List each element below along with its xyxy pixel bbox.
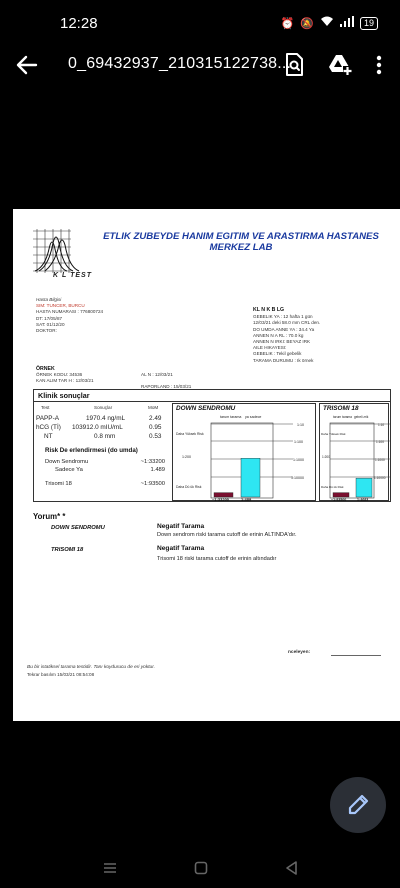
reviewer-label: nceleyen: bbox=[288, 650, 311, 655]
chart-axis-label: Daha Yüksek Risk bbox=[321, 432, 346, 436]
test-mom: 2.49 bbox=[149, 415, 162, 422]
patient-line: Hasta Bilgisi bbox=[36, 297, 62, 302]
chart-axis-label: 1:100 bbox=[376, 440, 384, 444]
clinical-results-box bbox=[33, 389, 391, 502]
home-square-icon bbox=[192, 860, 210, 876]
hospital-name: ETLIK ZUBEYDE HANIM EGITIM VE ARASTIRMA HASTANES MERKEZ LAB bbox=[103, 231, 379, 253]
comment-description: Down sendrom riski tarama cutoff de erinin ALTINDA'dır. bbox=[157, 532, 297, 538]
table-row bbox=[36, 424, 168, 432]
signature-line bbox=[331, 655, 381, 656]
risk-row bbox=[45, 481, 165, 487]
down-chart-svg bbox=[173, 404, 317, 502]
alarm-icon: ⏰ bbox=[280, 17, 295, 30]
add-to-drive-button[interactable] bbox=[328, 53, 352, 77]
chart-title: TRISOMI 18 bbox=[323, 405, 359, 412]
clinical-line: ANNEN N IRKI: BEYAZ IRK bbox=[253, 339, 311, 345]
date-line: RAPORLAND : 15/03/21 bbox=[141, 384, 192, 390]
chart-axis-label: 1:200 bbox=[182, 455, 191, 459]
test-name: PAPP-A bbox=[36, 415, 59, 422]
divider bbox=[34, 401, 390, 402]
status-icons bbox=[281, 16, 378, 30]
risk-row bbox=[45, 459, 165, 465]
app-bar bbox=[0, 48, 400, 82]
chart-col-label: tarum tarama bbox=[220, 415, 242, 419]
chart-axis-label: Daha Yüksek Risk bbox=[176, 432, 204, 436]
bar-value-label: 1:4683 bbox=[357, 498, 369, 502]
chart-col-label: tarum tarama bbox=[333, 415, 352, 419]
battery-icon: 19 bbox=[360, 17, 378, 30]
more-vert-icon bbox=[372, 53, 386, 77]
chart-axis-label: Daha Dü ük Risk bbox=[176, 485, 202, 489]
pdf-page[interactable] bbox=[13, 209, 400, 721]
comment-description: Trisomi 18 riski tarama cutoff de erinin altındadır bbox=[157, 556, 277, 562]
drive-add-icon bbox=[328, 53, 352, 77]
table-row bbox=[36, 433, 168, 441]
clinical-line: GEBELIK YA : 12 hafta 1 gün bbox=[253, 314, 313, 320]
clinical-line: ANNEN N A RL : 70.0 kg bbox=[253, 332, 304, 338]
test-mom: 0.53 bbox=[149, 433, 162, 440]
sample-header: ÖRNEK bbox=[36, 366, 55, 372]
test-name: hCG (Tİ) bbox=[36, 424, 61, 431]
chart-axis-label: 1:200 bbox=[322, 455, 330, 459]
test-name: NT bbox=[44, 433, 53, 440]
search-document-icon bbox=[282, 52, 306, 78]
chart-title: DOWN SENDROMU bbox=[176, 405, 236, 412]
clinical-line: AILE HIKAYESI: bbox=[253, 345, 287, 351]
comment-test-label: TRISOMI 18 bbox=[51, 547, 84, 553]
chart-axis-label: 1:10 bbox=[378, 423, 385, 427]
table-row bbox=[36, 415, 168, 423]
wifi-icon bbox=[320, 16, 334, 30]
down-syndrome-chart bbox=[172, 403, 316, 501]
comment-test-label: DOWN SENDROMU bbox=[51, 525, 105, 531]
clinical-info-header: KL N K B LG bbox=[253, 307, 285, 313]
bar-value-label: 1:489 bbox=[241, 497, 252, 502]
risk-value: 1.489 bbox=[150, 467, 165, 473]
chart-axis-label: Daha Dü ük Risk bbox=[321, 485, 344, 489]
risk-bar-1 bbox=[241, 458, 260, 497]
back-button[interactable] bbox=[14, 52, 40, 78]
logo-caption: K L TEST bbox=[53, 272, 92, 279]
risk-label: Down Sendromu bbox=[45, 459, 89, 465]
test-mom: 0.95 bbox=[149, 424, 162, 431]
clinical-line: 12/03/21 deki 58.0 mm CRL den. bbox=[253, 320, 321, 326]
risk-label: Trisomi 18 bbox=[45, 481, 72, 487]
results-table bbox=[36, 403, 168, 501]
comment-label: Yorum* * bbox=[33, 512, 66, 521]
chart-col-label: gebeli zrik bbox=[354, 415, 369, 419]
nav-back-button[interactable] bbox=[283, 860, 301, 876]
risk-value: ~1:33200 bbox=[140, 459, 165, 465]
test-value: 1970.4 ng/mL bbox=[86, 415, 126, 422]
signal-icon bbox=[340, 16, 354, 30]
clinical-line: TARAMA DURUMU : Ik örnek bbox=[253, 357, 314, 363]
chart-col-label: ya sadece bbox=[245, 415, 262, 419]
report-dates bbox=[141, 366, 251, 390]
risk-bar-0 bbox=[333, 493, 349, 497]
more-options-button[interactable] bbox=[372, 53, 386, 77]
back-triangle-icon bbox=[283, 860, 301, 876]
col-header-mom: MoM bbox=[148, 405, 159, 410]
comment-result: Negatif Tarama bbox=[157, 545, 205, 552]
patient-info bbox=[36, 297, 166, 334]
chart-axis-label: 1:1000 bbox=[375, 458, 385, 462]
clinical-line: DO UMDA ANNE YA : 34.4 Ya bbox=[253, 326, 315, 332]
trisomy-18-chart bbox=[319, 403, 389, 501]
sample-line: ÖRNEK KODU: 34536 bbox=[36, 372, 83, 378]
bar-value-label: ~1:33200 bbox=[212, 497, 230, 502]
risk-label: Sadece Ya bbox=[55, 467, 83, 473]
trisomy-chart-svg bbox=[320, 404, 390, 502]
edit-fab-button[interactable] bbox=[330, 777, 386, 833]
clinical-line: GEBELIK : Tekil gebelik bbox=[253, 351, 302, 357]
date-line: AL N : 12/03/21 bbox=[141, 372, 173, 377]
arrow-back-icon bbox=[14, 52, 40, 78]
nav-home-button[interactable] bbox=[192, 860, 210, 876]
patient-line: SIM: TUNCER, BURCU bbox=[36, 303, 85, 309]
risk-bar-1 bbox=[356, 478, 372, 497]
system-nav-bar bbox=[0, 848, 400, 888]
status-bar bbox=[0, 0, 400, 48]
patient-line: DOKTOR: bbox=[36, 328, 57, 334]
chart-axis-label: 1:100 bbox=[294, 440, 303, 444]
status-time: 12:28 bbox=[60, 15, 98, 32]
col-header-result: Sonuçlar bbox=[94, 405, 113, 410]
bar-value-label: ~1:93500 bbox=[331, 498, 347, 502]
clinical-results-title: Klinik sonuçlar bbox=[38, 391, 90, 400]
col-header-test: Test bbox=[41, 405, 50, 410]
print-date: Tekrar basılım 15/03/21 08:54:08 bbox=[27, 672, 95, 677]
risk-row bbox=[55, 467, 165, 473]
bar-group bbox=[214, 458, 260, 497]
menu-lines-icon bbox=[101, 860, 119, 876]
chart-axis-label: 1:10 bbox=[297, 423, 304, 427]
risk-value: ~1:93500 bbox=[140, 481, 165, 487]
mute-icon: 🔕 bbox=[300, 17, 314, 30]
pencil-icon bbox=[330, 777, 386, 833]
test-value: 103912.0 mIU/mL bbox=[72, 424, 123, 431]
sample-line: KAN ALIM TAR H : 12/03/21 bbox=[36, 378, 94, 384]
test-value: 0.8 mm bbox=[94, 433, 116, 440]
chart-axis-label: 1:10000 bbox=[291, 476, 304, 480]
nav-recents-button[interactable] bbox=[101, 860, 119, 876]
footnote: Bu bir istatiksel tarama testidir. Tanı koydurucu de eri yoktur. bbox=[27, 665, 155, 670]
document-title: 0_69432937_210315122738... bbox=[68, 55, 292, 72]
comment-result: Negatif Tarama bbox=[157, 523, 205, 530]
risk-title: Risk De erlendirmesi (do umda) bbox=[45, 447, 138, 454]
chart-axis-label: 1:1000 bbox=[293, 458, 304, 462]
sample-info bbox=[36, 366, 146, 385]
patient-line: HASTA NUMARASI : 776800724 bbox=[36, 309, 104, 315]
search-document-button[interactable] bbox=[282, 52, 306, 78]
clinical-info bbox=[253, 307, 393, 364]
patient-line: SAT: 01/12/20 bbox=[36, 321, 65, 327]
chart-axis-label: 1:10000 bbox=[374, 476, 386, 480]
patient-line: DT: 17/05/87 bbox=[36, 315, 63, 321]
